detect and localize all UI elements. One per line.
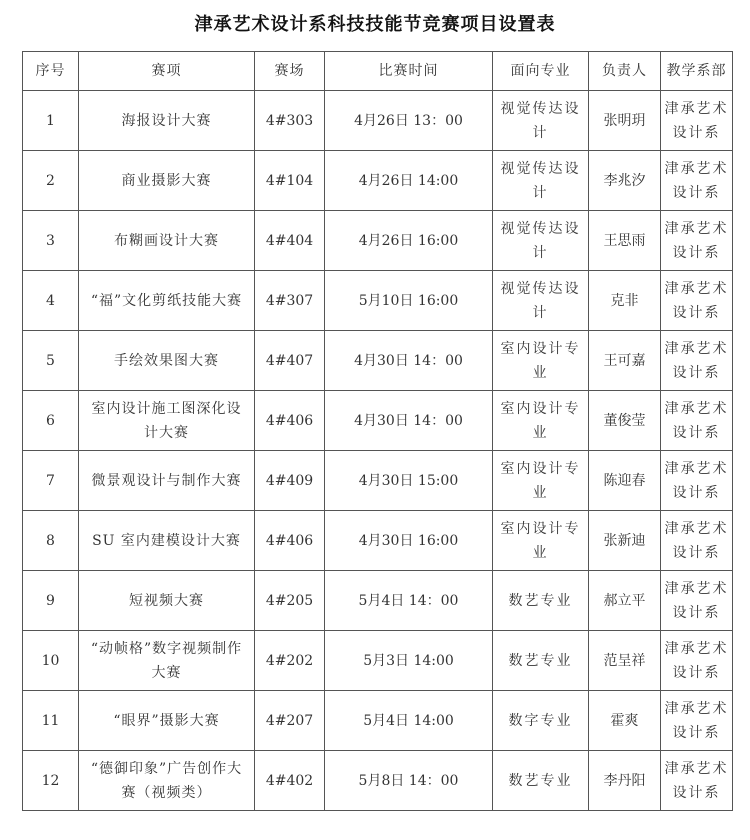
venue: 4#307 — [255, 271, 325, 331]
venue: 4#303 — [255, 91, 325, 151]
venue: 4#406 — [255, 511, 325, 571]
target-major: 室内设计专业 — [493, 451, 589, 511]
row-number: 5 — [23, 331, 79, 391]
person-in-charge: 霍爽 — [589, 691, 661, 751]
venue: 4#104 — [255, 151, 325, 211]
person-in-charge: 董俊莹 — [589, 391, 661, 451]
row-number: 12 — [23, 751, 79, 811]
row-number: 9 — [23, 571, 79, 631]
match-time: 4月30日 16:00 — [325, 511, 493, 571]
match-time: 4月26日 14:00 — [325, 151, 493, 211]
target-major: 室内设计专业 — [493, 391, 589, 451]
person-in-charge: 张新迪 — [589, 511, 661, 571]
row-number: 3 — [23, 211, 79, 271]
event-name: 微景观设计与制作大赛 — [79, 451, 255, 511]
match-time: 5月3日 14:00 — [325, 631, 493, 691]
person-in-charge: 李丹阳 — [589, 751, 661, 811]
table-row — [23, 511, 733, 571]
venue: 4#402 — [255, 751, 325, 811]
table-row — [23, 91, 733, 151]
row-number: 8 — [23, 511, 79, 571]
person-in-charge: 张明玥 — [589, 91, 661, 151]
department: 津承艺术设计系 — [661, 391, 733, 451]
event-name: “动帧格”数字视频制作大赛 — [79, 631, 255, 691]
competition-table — [22, 51, 733, 811]
match-time: 4月30日 15:00 — [325, 451, 493, 511]
table-row — [23, 391, 733, 451]
match-time: 4月26日 16:00 — [325, 211, 493, 271]
department: 津承艺术设计系 — [661, 271, 733, 331]
table-row — [23, 571, 733, 631]
venue: 4#406 — [255, 391, 325, 451]
department: 津承艺术设计系 — [661, 151, 733, 211]
person-in-charge: 陈迎春 — [589, 451, 661, 511]
table-row — [23, 331, 733, 391]
target-major: 数艺专业 — [493, 751, 589, 811]
event-name: “眼界”摄影大赛 — [79, 691, 255, 751]
person-in-charge: 克非 — [589, 271, 661, 331]
department: 津承艺术设计系 — [661, 331, 733, 391]
department: 津承艺术设计系 — [661, 91, 733, 151]
column-header: 比赛时间 — [325, 52, 493, 91]
target-major: 数字专业 — [493, 691, 589, 751]
department: 津承艺术设计系 — [661, 631, 733, 691]
column-header: 教学系部 — [661, 52, 733, 91]
person-in-charge: 李兆汐 — [589, 151, 661, 211]
match-time: 4月30日 14：00 — [325, 331, 493, 391]
table-header-row — [23, 52, 733, 91]
event-name: “福”文化剪纸技能大赛 — [79, 271, 255, 331]
venue: 4#205 — [255, 571, 325, 631]
target-major: 视觉传达设计 — [493, 211, 589, 271]
match-time: 5月10日 16:00 — [325, 271, 493, 331]
venue: 4#409 — [255, 451, 325, 511]
target-major: 视觉传达设计 — [493, 271, 589, 331]
row-number: 1 — [23, 91, 79, 151]
page-title: 津承艺术设计系科技技能节竞赛项目设置表 — [194, 14, 556, 35]
row-number: 10 — [23, 631, 79, 691]
venue: 4#407 — [255, 331, 325, 391]
event-name: 商业摄影大赛 — [79, 151, 255, 211]
table-row — [23, 211, 733, 271]
table-row — [23, 751, 733, 811]
event-name: 海报设计大赛 — [79, 91, 255, 151]
match-time: 4月30日 14：00 — [325, 391, 493, 451]
column-header: 面向专业 — [493, 52, 589, 91]
venue: 4#202 — [255, 631, 325, 691]
row-number: 7 — [23, 451, 79, 511]
venue: 4#207 — [255, 691, 325, 751]
row-number: 6 — [23, 391, 79, 451]
target-major: 室内设计专业 — [493, 511, 589, 571]
table-row — [23, 451, 733, 511]
department: 津承艺术设计系 — [661, 751, 733, 811]
target-major: 室内设计专业 — [493, 331, 589, 391]
table-row — [23, 271, 733, 331]
event-name: 布糊画设计大赛 — [79, 211, 255, 271]
column-header: 赛场 — [255, 52, 325, 91]
person-in-charge: 王思雨 — [589, 211, 661, 271]
person-in-charge: 郝立平 — [589, 571, 661, 631]
match-time: 5月4日 14:00 — [325, 691, 493, 751]
event-name: SU 室内建模设计大赛 — [79, 511, 255, 571]
event-name: 短视频大赛 — [79, 571, 255, 631]
event-name: 室内设计施工图深化设计大赛 — [79, 391, 255, 451]
row-number: 11 — [23, 691, 79, 751]
person-in-charge: 王可嘉 — [589, 331, 661, 391]
match-time: 4月26日 13：00 — [325, 91, 493, 151]
department: 津承艺术设计系 — [661, 571, 733, 631]
target-major: 视觉传达设计 — [493, 151, 589, 211]
venue: 4#404 — [255, 211, 325, 271]
row-number: 2 — [23, 151, 79, 211]
event-name: 手绘效果图大赛 — [79, 331, 255, 391]
department: 津承艺术设计系 — [661, 451, 733, 511]
table-row — [23, 691, 733, 751]
row-number: 4 — [23, 271, 79, 331]
match-time: 5月8日 14：00 — [325, 751, 493, 811]
table-row — [23, 151, 733, 211]
target-major: 数艺专业 — [493, 571, 589, 631]
column-header: 赛项 — [79, 52, 255, 91]
column-header: 负责人 — [589, 52, 661, 91]
department: 津承艺术设计系 — [661, 691, 733, 751]
event-name: “德御印象”广告创作大赛（视频类） — [79, 751, 255, 811]
department: 津承艺术设计系 — [661, 211, 733, 271]
target-major: 视觉传达设计 — [493, 91, 589, 151]
table-row — [23, 631, 733, 691]
target-major: 数艺专业 — [493, 631, 589, 691]
column-header: 序号 — [23, 52, 79, 91]
match-time: 5月4日 14：00 — [325, 571, 493, 631]
person-in-charge: 范呈祥 — [589, 631, 661, 691]
department: 津承艺术设计系 — [661, 511, 733, 571]
